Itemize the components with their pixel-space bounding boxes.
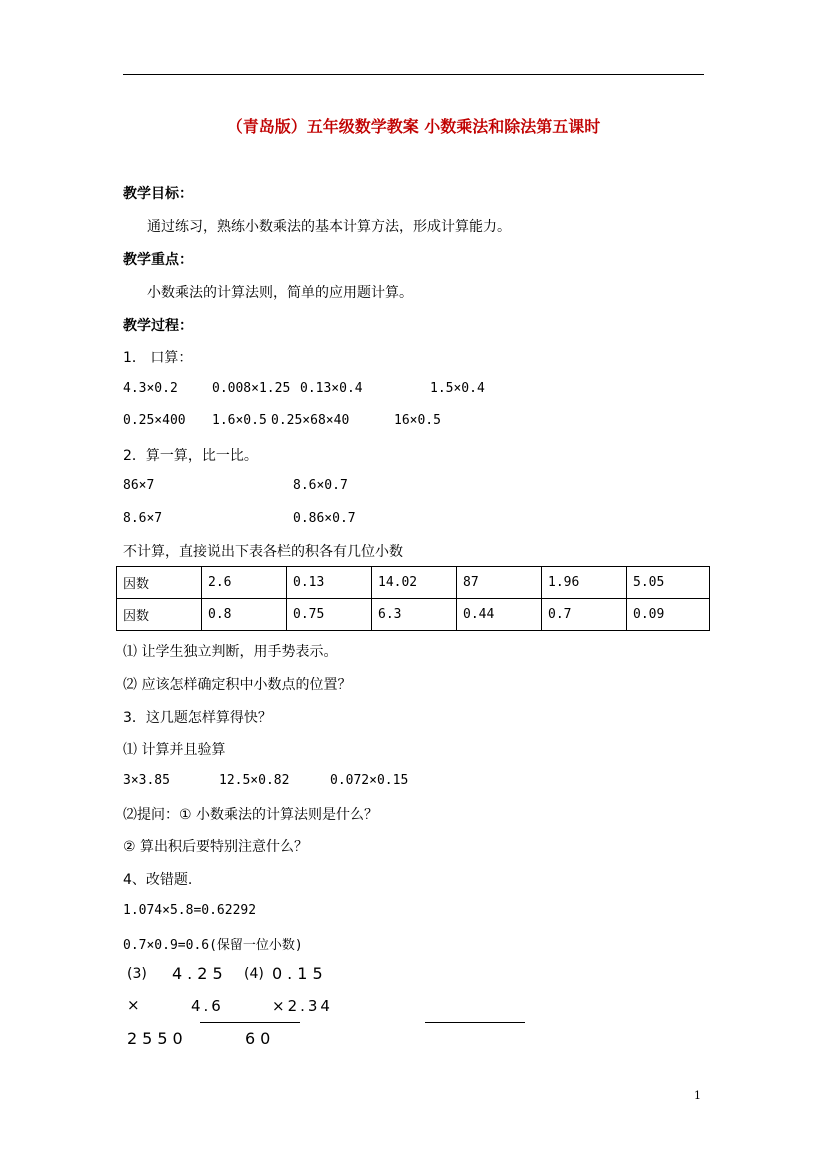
table-cell: 14.02 [372, 567, 457, 599]
problem-3-top: 4.25 [172, 964, 228, 983]
section3-heading: 3．这几题怎样算得快？ [123, 710, 272, 726]
problem-4-top: 0.15 [272, 964, 328, 983]
fast-calc-item: 3×3.85 [123, 773, 170, 788]
problem-3-result: 2550 [127, 1029, 188, 1048]
mental-calc-item: 4.3×0.2 [123, 381, 178, 396]
table-cell: 5.05 [627, 567, 710, 599]
table-cell: 6.3 [372, 599, 457, 631]
section2-heading: 2．算一算，比一比。 [123, 448, 258, 464]
table-cell: 0.09 [627, 599, 710, 631]
table-cell: 1.96 [542, 567, 627, 599]
table-cell: 0.13 [287, 567, 372, 599]
table-cell: 因数 [117, 599, 202, 631]
mental-calc-item: 0.008×1.25 [212, 381, 291, 396]
fast-calc-item: 12.5×0.82 [219, 773, 290, 788]
problem-3-label: (3) [127, 966, 147, 982]
mental-calc-item: 0.25×68×40 [271, 413, 350, 428]
mental-calc-item: 1.6×0.5 [212, 413, 267, 428]
section1-heading: 1． 口算： [123, 350, 193, 366]
note-2: ⑵ 应该怎样确定积中小数点的位置？ [123, 677, 352, 693]
problem-4-label: (4) [244, 966, 264, 982]
table-cell: 87 [457, 567, 542, 599]
error-item-2: 0.7×0.9=0.6(保留一位小数) [123, 938, 303, 953]
table-cell: 0.75 [287, 599, 372, 631]
error-item-1: 1.074×5.8=0.62292 [123, 903, 257, 918]
problem-3-multiplier: 4.6 [191, 997, 224, 1015]
goal-text: 通过练习，熟练小数乘法的基本计算方法，形成计算能力。 [147, 219, 511, 235]
section4-heading: 4、改错题. [123, 872, 193, 888]
page-number: 1 [694, 1089, 701, 1102]
times-sign: × [127, 996, 140, 1014]
table-cell: 因数 [117, 567, 202, 599]
compare-item: 8.6×0.7 [293, 478, 348, 493]
compare-item: 8.6×7 [123, 511, 163, 526]
table-row [117, 599, 710, 631]
compare-item: 0.86×0.7 [293, 511, 356, 526]
problem-4-multiplier: ×2.34 [272, 997, 333, 1015]
page-title: （青岛版）五年级数学教案 小数乘法和除法第五课时 [226, 117, 601, 136]
focus-heading: 教学重点： [123, 252, 193, 268]
section3-sub1: ⑴ 计算并且验算 [123, 742, 226, 758]
question-2: ② 算出积后要特别注意什么？ [123, 839, 309, 855]
factor-table [116, 566, 710, 631]
problem-4-line [425, 1022, 525, 1023]
compare-item: 86×7 [123, 478, 155, 493]
goal-heading: 教学目标： [123, 186, 193, 202]
mental-calc-item: 0.25×400 [123, 413, 186, 428]
table-cell: 0.44 [457, 599, 542, 631]
mental-calc-item: 0.13×0.4 [300, 381, 363, 396]
question-1: ⑵提问：① 小数乘法的计算法则是什么？ [123, 807, 378, 823]
table-row [117, 567, 710, 599]
problem-3-result-2: 60 [245, 1029, 276, 1048]
note-1: ⑴ 让学生独立判断，用手势表示。 [123, 644, 338, 660]
problem-3-line [200, 1022, 300, 1023]
fast-calc-item: 0.072×0.15 [330, 773, 409, 788]
process-heading: 教学过程： [123, 318, 193, 334]
table-cell: 0.7 [542, 599, 627, 631]
table-instruction: 不计算，直接说出下表各栏的积各有几位小数 [123, 544, 403, 560]
mental-calc-item: 16×0.5 [394, 413, 441, 428]
table-cell: 2.6 [202, 567, 287, 599]
focus-text: 小数乘法的计算法则，简单的应用题计算。 [147, 285, 413, 301]
table-cell: 0.8 [202, 599, 287, 631]
header-rule [123, 74, 704, 75]
mental-calc-item: 1.5×0.4 [430, 381, 485, 396]
